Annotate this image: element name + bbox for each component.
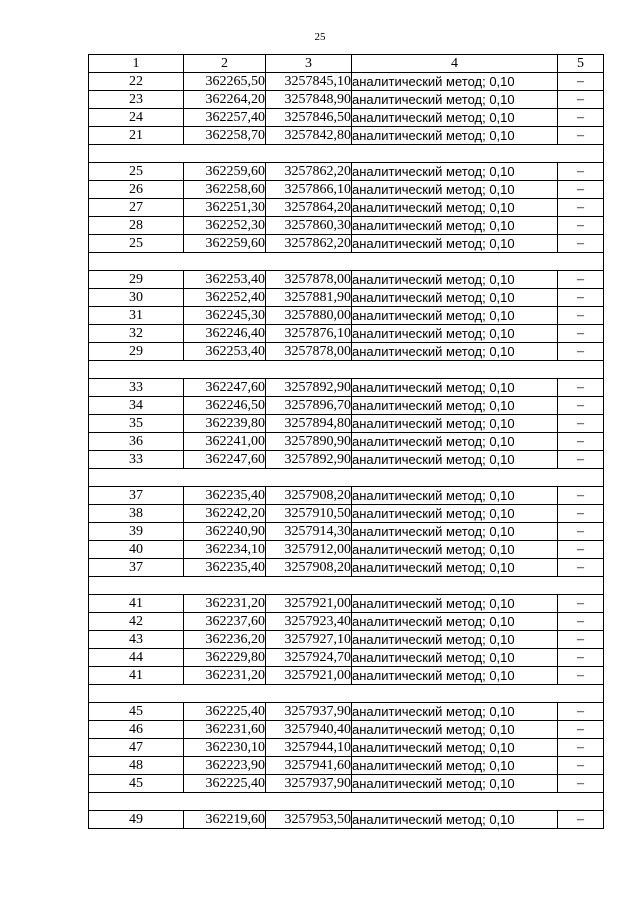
table-row [89, 235, 604, 253]
x-coordinate-cell: 362259,60 [184, 235, 266, 253]
note-cell: – [558, 289, 604, 307]
point-number-cell: 34 [89, 397, 184, 415]
group-separator-row [89, 685, 604, 703]
x-coordinate-cell: 362235,40 [184, 559, 266, 577]
x-coordinate-cell: 362229,80 [184, 649, 266, 667]
y-coordinate-cell: 3257845,10 [266, 73, 352, 91]
point-number-cell: 40 [89, 541, 184, 559]
note-cell: – [558, 109, 604, 127]
separator-cell [89, 685, 604, 703]
x-coordinate-cell: 362253,40 [184, 271, 266, 289]
x-coordinate-cell: 362258,60 [184, 181, 266, 199]
y-coordinate-cell: 3257912,00 [266, 541, 352, 559]
y-coordinate-cell: 3257880,00 [266, 307, 352, 325]
point-number-cell: 35 [89, 415, 184, 433]
y-coordinate-cell: 3257923,40 [266, 613, 352, 631]
y-coordinate-cell: 3257924,70 [266, 649, 352, 667]
table-row [89, 325, 604, 343]
y-coordinate-cell: 3257941,60 [266, 757, 352, 775]
point-number-cell: 33 [89, 451, 184, 469]
x-coordinate-cell: 362231,60 [184, 721, 266, 739]
note-cell: – [558, 595, 604, 613]
point-number-cell: 32 [89, 325, 184, 343]
column-header-1: 1 [89, 55, 184, 73]
table-row [89, 721, 604, 739]
note-cell: – [558, 325, 604, 343]
table-row [89, 595, 604, 613]
table-row [89, 757, 604, 775]
x-coordinate-cell: 362225,40 [184, 703, 266, 721]
point-number-cell: 44 [89, 649, 184, 667]
y-coordinate-cell: 3257862,20 [266, 235, 352, 253]
method-cell: аналитический метод; 0,10 [352, 775, 558, 793]
method-cell: аналитический метод; 0,10 [352, 289, 558, 307]
note-cell: – [558, 91, 604, 109]
method-cell: аналитический метод; 0,10 [352, 613, 558, 631]
table-row [89, 631, 604, 649]
method-cell: аналитический метод; 0,10 [352, 91, 558, 109]
method-cell: аналитический метод; 0,10 [352, 667, 558, 685]
table-row [89, 343, 604, 361]
point-number-cell: 33 [89, 379, 184, 397]
method-cell: аналитический метод; 0,10 [352, 505, 558, 523]
point-number-cell: 48 [89, 757, 184, 775]
point-number-cell: 22 [89, 73, 184, 91]
x-coordinate-cell: 362231,20 [184, 595, 266, 613]
y-coordinate-cell: 3257896,70 [266, 397, 352, 415]
method-cell: аналитический метод; 0,10 [352, 649, 558, 667]
point-number-cell: 43 [89, 631, 184, 649]
point-number-cell: 24 [89, 109, 184, 127]
method-cell: аналитический метод; 0,10 [352, 433, 558, 451]
point-number-cell: 41 [89, 667, 184, 685]
x-coordinate-cell: 362240,90 [184, 523, 266, 541]
y-coordinate-cell: 3257878,00 [266, 271, 352, 289]
y-coordinate-cell: 3257876,10 [266, 325, 352, 343]
note-cell: – [558, 613, 604, 631]
separator-cell [89, 145, 604, 163]
table-row [89, 307, 604, 325]
x-coordinate-cell: 362245,30 [184, 307, 266, 325]
point-number-cell: 45 [89, 775, 184, 793]
note-cell: – [558, 379, 604, 397]
point-number-cell: 29 [89, 271, 184, 289]
table-row [89, 127, 604, 145]
method-cell: аналитический метод; 0,10 [352, 325, 558, 343]
note-cell: – [558, 397, 604, 415]
table-row [89, 199, 604, 217]
method-cell: аналитический метод; 0,10 [352, 109, 558, 127]
method-cell: аналитический метод; 0,10 [352, 811, 558, 829]
point-number-cell: 25 [89, 163, 184, 181]
table-header-row [89, 55, 604, 73]
y-coordinate-cell: 3257892,90 [266, 451, 352, 469]
x-coordinate-cell: 362219,60 [184, 811, 266, 829]
method-cell: аналитический метод; 0,10 [352, 757, 558, 775]
x-coordinate-cell: 362257,40 [184, 109, 266, 127]
y-coordinate-cell: 3257890,90 [266, 433, 352, 451]
y-coordinate-cell: 3257908,20 [266, 559, 352, 577]
point-number-cell: 38 [89, 505, 184, 523]
table-row [89, 91, 604, 109]
note-cell: – [558, 415, 604, 433]
method-cell: аналитический метод; 0,10 [352, 199, 558, 217]
note-cell: – [558, 307, 604, 325]
point-number-cell: 31 [89, 307, 184, 325]
note-cell: – [558, 127, 604, 145]
method-cell: аналитический метод; 0,10 [352, 343, 558, 361]
table-row [89, 289, 604, 307]
note-cell: – [558, 487, 604, 505]
point-number-cell: 21 [89, 127, 184, 145]
method-cell: аналитический метод; 0,10 [352, 271, 558, 289]
group-separator-row [89, 361, 604, 379]
x-coordinate-cell: 362251,30 [184, 199, 266, 217]
x-coordinate-cell: 362252,30 [184, 217, 266, 235]
note-cell: – [558, 631, 604, 649]
table-body [89, 73, 604, 829]
note-cell: – [558, 433, 604, 451]
method-cell: аналитический метод; 0,10 [352, 217, 558, 235]
point-number-cell: 23 [89, 91, 184, 109]
table-row [89, 487, 604, 505]
y-coordinate-cell: 3257953,50 [266, 811, 352, 829]
column-header-4: 4 [352, 55, 558, 73]
x-coordinate-cell: 362264,20 [184, 91, 266, 109]
y-coordinate-cell: 3257866,10 [266, 181, 352, 199]
note-cell: – [558, 775, 604, 793]
x-coordinate-cell: 362265,50 [184, 73, 266, 91]
method-cell: аналитический метод; 0,10 [352, 559, 558, 577]
x-coordinate-cell: 362252,40 [184, 289, 266, 307]
table-row [89, 667, 604, 685]
method-cell: аналитический метод; 0,10 [352, 739, 558, 757]
y-coordinate-cell: 3257937,90 [266, 703, 352, 721]
method-cell: аналитический метод; 0,10 [352, 541, 558, 559]
x-coordinate-cell: 362258,70 [184, 127, 266, 145]
y-coordinate-cell: 3257862,20 [266, 163, 352, 181]
point-number-cell: 36 [89, 433, 184, 451]
x-coordinate-cell: 362241,00 [184, 433, 266, 451]
x-coordinate-cell: 362234,10 [184, 541, 266, 559]
table-row [89, 415, 604, 433]
y-coordinate-cell: 3257927,10 [266, 631, 352, 649]
note-cell: – [558, 757, 604, 775]
point-number-cell: 29 [89, 343, 184, 361]
table-row [89, 613, 604, 631]
method-cell: аналитический метод; 0,10 [352, 397, 558, 415]
table-row [89, 811, 604, 829]
table-row [89, 163, 604, 181]
table-row [89, 505, 604, 523]
note-cell: – [558, 649, 604, 667]
x-coordinate-cell: 362235,40 [184, 487, 266, 505]
method-cell: аналитический метод; 0,10 [352, 163, 558, 181]
y-coordinate-cell: 3257937,90 [266, 775, 352, 793]
note-cell: – [558, 667, 604, 685]
method-cell: аналитический метод; 0,10 [352, 631, 558, 649]
point-number-cell: 47 [89, 739, 184, 757]
method-cell: аналитический метод; 0,10 [352, 721, 558, 739]
table-row [89, 271, 604, 289]
point-number-cell: 37 [89, 487, 184, 505]
point-number-cell: 39 [89, 523, 184, 541]
point-number-cell: 46 [89, 721, 184, 739]
table-row [89, 433, 604, 451]
x-coordinate-cell: 362246,50 [184, 397, 266, 415]
y-coordinate-cell: 3257914,30 [266, 523, 352, 541]
note-cell: – [558, 343, 604, 361]
note-cell: – [558, 217, 604, 235]
note-cell: – [558, 811, 604, 829]
group-separator-row [89, 253, 604, 271]
x-coordinate-cell: 362225,40 [184, 775, 266, 793]
table-row [89, 523, 604, 541]
note-cell: – [558, 739, 604, 757]
table-row [89, 703, 604, 721]
method-cell: аналитический метод; 0,10 [352, 73, 558, 91]
x-coordinate-cell: 362247,60 [184, 379, 266, 397]
x-coordinate-cell: 362259,60 [184, 163, 266, 181]
note-cell: – [558, 703, 604, 721]
x-coordinate-cell: 362236,20 [184, 631, 266, 649]
separator-cell [89, 577, 604, 595]
table-row [89, 541, 604, 559]
point-number-cell: 26 [89, 181, 184, 199]
point-number-cell: 25 [89, 235, 184, 253]
method-cell: аналитический метод; 0,10 [352, 703, 558, 721]
y-coordinate-cell: 3257894,80 [266, 415, 352, 433]
point-number-cell: 45 [89, 703, 184, 721]
method-cell: аналитический метод; 0,10 [352, 235, 558, 253]
x-coordinate-cell: 362247,60 [184, 451, 266, 469]
coordinates-table [88, 54, 604, 829]
y-coordinate-cell: 3257864,20 [266, 199, 352, 217]
note-cell: – [558, 271, 604, 289]
method-cell: аналитический метод; 0,10 [352, 181, 558, 199]
x-coordinate-cell: 362231,20 [184, 667, 266, 685]
table-row [89, 379, 604, 397]
note-cell: – [558, 199, 604, 217]
point-number-cell: 28 [89, 217, 184, 235]
note-cell: – [558, 181, 604, 199]
method-cell: аналитический метод; 0,10 [352, 451, 558, 469]
y-coordinate-cell: 3257908,20 [266, 487, 352, 505]
x-coordinate-cell: 362246,40 [184, 325, 266, 343]
note-cell: – [558, 541, 604, 559]
method-cell: аналитический метод; 0,10 [352, 523, 558, 541]
x-coordinate-cell: 362223,90 [184, 757, 266, 775]
separator-cell [89, 469, 604, 487]
y-coordinate-cell: 3257881,90 [266, 289, 352, 307]
column-header-3: 3 [266, 55, 352, 73]
point-number-cell: 42 [89, 613, 184, 631]
note-cell: – [558, 235, 604, 253]
method-cell: аналитический метод; 0,10 [352, 379, 558, 397]
x-coordinate-cell: 362230,10 [184, 739, 266, 757]
point-number-cell: 27 [89, 199, 184, 217]
method-cell: аналитический метод; 0,10 [352, 127, 558, 145]
group-separator-row [89, 469, 604, 487]
note-cell: – [558, 73, 604, 91]
method-cell: аналитический метод; 0,10 [352, 415, 558, 433]
point-number-cell: 37 [89, 559, 184, 577]
column-header-5: 5 [558, 55, 604, 73]
y-coordinate-cell: 3257892,90 [266, 379, 352, 397]
y-coordinate-cell: 3257921,00 [266, 595, 352, 613]
y-coordinate-cell: 3257910,50 [266, 505, 352, 523]
table-row [89, 217, 604, 235]
note-cell: – [558, 163, 604, 181]
table-row [89, 73, 604, 91]
group-separator-row [89, 793, 604, 811]
table-row [89, 451, 604, 469]
table-row [89, 397, 604, 415]
table-row [89, 109, 604, 127]
page-number: 25 [314, 31, 326, 43]
group-separator-row [89, 145, 604, 163]
x-coordinate-cell: 362237,60 [184, 613, 266, 631]
separator-cell [89, 361, 604, 379]
x-coordinate-cell: 362242,20 [184, 505, 266, 523]
note-cell: – [558, 505, 604, 523]
y-coordinate-cell: 3257842,80 [266, 127, 352, 145]
separator-cell [89, 793, 604, 811]
note-cell: – [558, 721, 604, 739]
table-row [89, 559, 604, 577]
y-coordinate-cell: 3257846,50 [266, 109, 352, 127]
point-number-cell: 30 [89, 289, 184, 307]
table-row [89, 181, 604, 199]
table-row [89, 649, 604, 667]
note-cell: – [558, 523, 604, 541]
group-separator-row [89, 577, 604, 595]
y-coordinate-cell: 3257860,30 [266, 217, 352, 235]
point-number-cell: 41 [89, 595, 184, 613]
y-coordinate-cell: 3257944,10 [266, 739, 352, 757]
y-coordinate-cell: 3257878,00 [266, 343, 352, 361]
column-header-2: 2 [184, 55, 266, 73]
y-coordinate-cell: 3257848,90 [266, 91, 352, 109]
table-row [89, 739, 604, 757]
x-coordinate-cell: 362253,40 [184, 343, 266, 361]
separator-cell [89, 253, 604, 271]
method-cell: аналитический метод; 0,10 [352, 595, 558, 613]
x-coordinate-cell: 362239,80 [184, 415, 266, 433]
method-cell: аналитический метод; 0,10 [352, 307, 558, 325]
y-coordinate-cell: 3257940,40 [266, 721, 352, 739]
table-row [89, 775, 604, 793]
note-cell: – [558, 559, 604, 577]
note-cell: – [558, 451, 604, 469]
method-cell: аналитический метод; 0,10 [352, 487, 558, 505]
point-number-cell: 49 [89, 811, 184, 829]
y-coordinate-cell: 3257921,00 [266, 667, 352, 685]
